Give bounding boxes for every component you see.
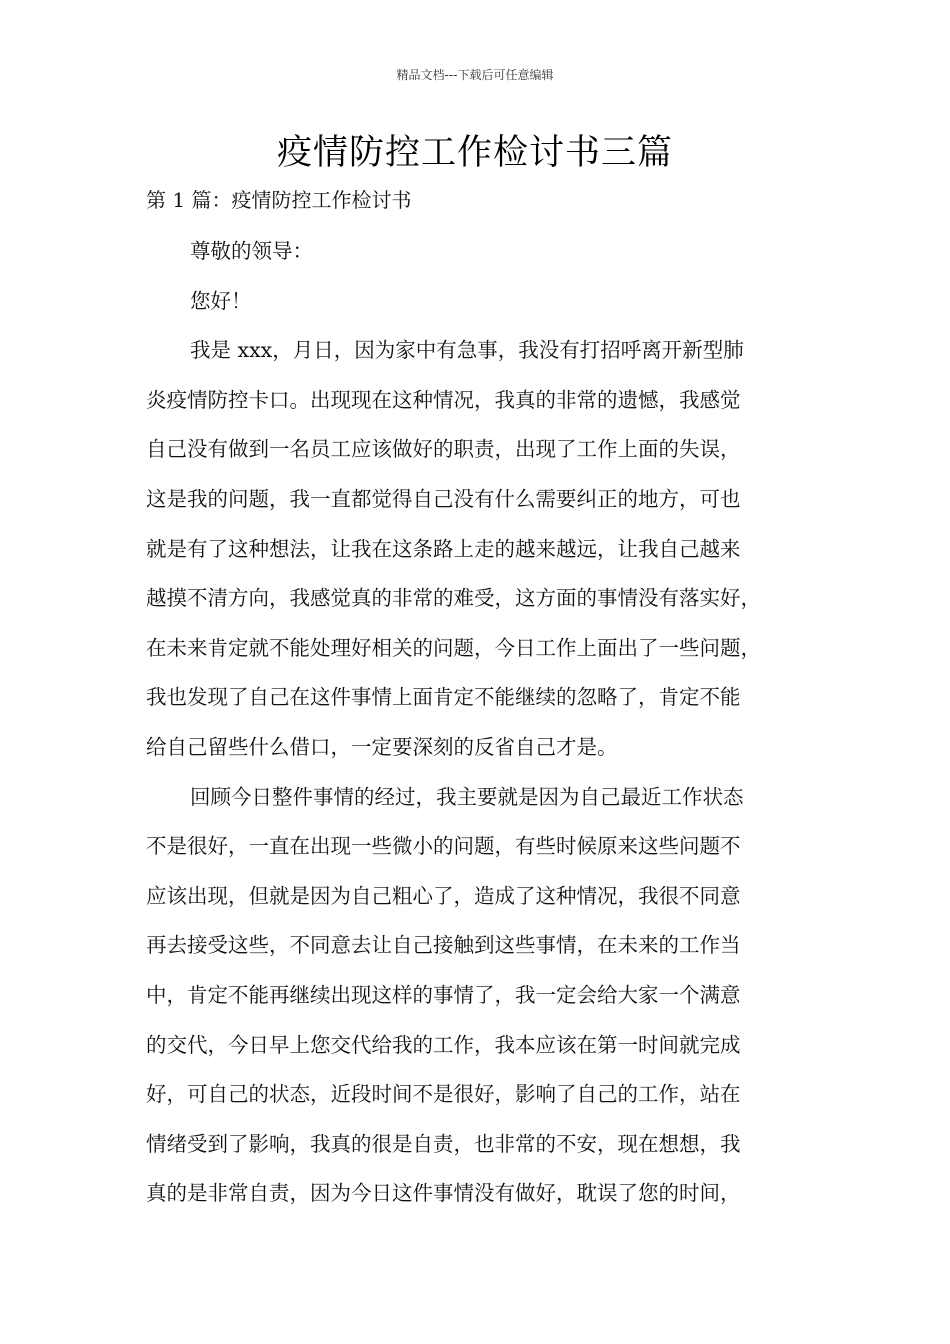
paragraph-line: 炎疫情防控卡口。出现现在这种情况，我真的非常的遗憾，我感觉 <box>146 387 741 412</box>
paragraph-line: 不是很好，一直在出现一些微小的问题，有些时候原来这些问题不 <box>146 834 741 859</box>
document-body <box>146 233 826 1225</box>
paragraph-line: 的交代，今日早上您交代给我的工作，我本应该在第一时间就完成 <box>146 1032 741 1057</box>
paragraph-line: 中，肯定不能再继续出现这样的事情了，我一定会给大家一个满意 <box>146 982 741 1007</box>
greeting-line: 您好！ <box>190 288 252 313</box>
paragraph-line: 给自己留些什么借口，一定要深刻的反省自己才是。 <box>146 734 618 759</box>
paragraph-line: 自己没有做到一名员工应该做好的职责，出现了工作上面的失误， <box>146 437 741 462</box>
paragraph-line: 回顾今日整件事情的经过，我主要就是因为自己最近工作状态 <box>190 784 744 809</box>
paragraph-line: 再去接受这些，不同意去让自己接触到这些事情，在未来的工作当 <box>146 933 741 958</box>
document-title: 疫情防控工作检讨书三篇 <box>276 133 673 173</box>
paragraph-line: 应该出现，但就是因为自己粗心了，造成了这种情况，我很不同意 <box>146 883 741 908</box>
paragraph-line: 在未来肯定就不能处理好相关的问题，今日工作上面出了一些问题， <box>146 635 761 660</box>
paragraph-line: 真的是非常自责，因为今日这件事情没有做好，耽误了您的时间， <box>146 1181 741 1206</box>
salutation-line: 尊敬的领导： <box>190 239 313 263</box>
paragraph-line: 这是我的问题，我一直都觉得自己没有什么需要纠正的地方，可也 <box>146 486 741 511</box>
header-note: 精品文档---下载后可任意编辑 <box>396 68 554 82</box>
paragraph-line: 情绪受到了影响，我真的很是自责，也非常的不安，现在想想，我 <box>146 1131 741 1156</box>
paragraph-line: 我是 xxx，月日，因为家中有急事，我没有打招呼离开新型肺 <box>190 338 744 363</box>
paragraph-line: 我也发现了自己在这件事情上面肯定不能继续的忽略了，肯定不能 <box>146 685 741 710</box>
paragraph-line: 好，可自己的状态，近段时间不是很好，影响了自己的工作，站在 <box>146 1082 741 1107</box>
section-heading: 第 1 篇：疫情防控工作检讨书 <box>146 188 412 212</box>
paragraph-line: 就是有了这种想法，让我在这条路上走的越来越远，让我自己越来 <box>146 536 741 561</box>
paragraph-line: 越摸不清方向，我感觉真的非常的难受，这方面的事情没有落实好， <box>146 586 761 611</box>
